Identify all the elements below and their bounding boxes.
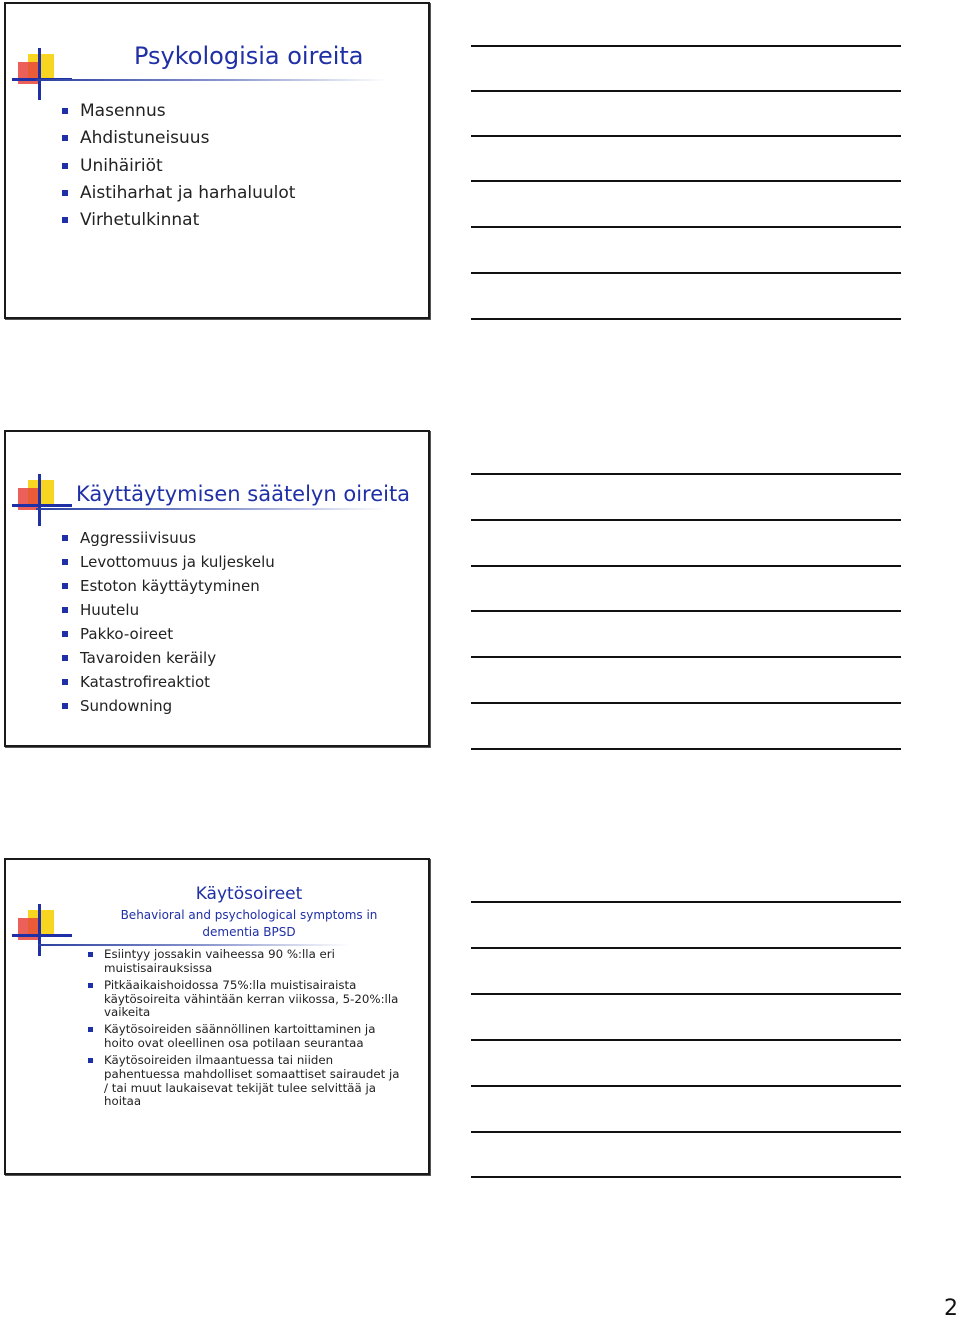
list-item: Aggressiivisuus — [62, 526, 275, 550]
list-item: Esiintyy jossakin vaiheessa 90 %:lla eri muistisairauksissa — [88, 948, 406, 975]
bullet-square-icon — [62, 535, 68, 541]
bullet-square-icon — [88, 983, 93, 988]
note-line — [471, 901, 901, 903]
list-item: Tavaroiden keräily — [62, 646, 275, 670]
note-line — [471, 226, 901, 228]
slide-subtitle: Behavioral and psychological symptoms in dementia BPSD — [120, 908, 378, 939]
bullet-square-icon — [62, 655, 68, 661]
page-number: 2 — [944, 1296, 958, 1321]
title-divider — [36, 508, 388, 510]
note-line — [471, 519, 901, 521]
slide-logo-icon — [12, 904, 72, 964]
list-item: Käytösoireiden säännöllinen kartoittaminen ja hoito ovat oleellinen osa potilaan seurantaa — [88, 1023, 406, 1050]
note-line — [471, 1085, 901, 1087]
bullet-list — [88, 948, 406, 1112]
note-line — [471, 565, 901, 567]
slide-1 — [4, 2, 430, 319]
bullet-square-icon — [62, 703, 68, 709]
bullet-list — [62, 526, 275, 718]
note-line — [471, 1131, 901, 1133]
list-item: Masennus — [62, 98, 295, 125]
bullet-square-icon — [62, 679, 68, 685]
bullet-square-icon — [88, 1027, 93, 1032]
list-item: Pitkäaikaishoidossa 75%:lla muistisairaista käytösoireita vähintään kerran viikossa, 5-20%:lla vaikeita — [88, 979, 406, 1020]
list-item: Virhetulkinnat — [62, 207, 295, 234]
title-divider — [38, 944, 350, 946]
list-item: Levottomuus ja kuljeskelu — [62, 550, 275, 574]
list-item: Pakko-oireet — [62, 622, 275, 646]
note-line — [471, 45, 901, 47]
bullet-square-icon — [62, 583, 68, 589]
slide-title: Psykologisia oireita — [134, 42, 364, 70]
bullet-square-icon — [62, 607, 68, 613]
bullet-square-icon — [62, 559, 68, 565]
bullet-square-icon — [62, 135, 68, 141]
note-line — [471, 473, 901, 475]
note-line — [471, 610, 901, 612]
bullet-square-icon — [62, 163, 68, 169]
bullet-square-icon — [62, 190, 68, 196]
note-line — [471, 318, 901, 320]
slide-logo-icon — [12, 474, 72, 534]
note-line — [471, 180, 901, 182]
list-item: Estoton käyttäytyminen — [62, 574, 275, 598]
note-line — [471, 993, 901, 995]
slide-2 — [4, 430, 430, 747]
list-item: Sundowning — [62, 694, 275, 718]
list-item: Unihäiriöt — [62, 153, 295, 180]
list-item: Huutelu — [62, 598, 275, 622]
bullet-square-icon — [62, 217, 68, 223]
note-line — [471, 702, 901, 704]
note-line — [471, 1039, 901, 1041]
note-line — [471, 272, 901, 274]
bullet-square-icon — [62, 631, 68, 637]
list-item: Käytösoireiden ilmaantuessa tai niiden pahentuessa mahdolliset somaattiset sairaudet ja / tai muut laukaisevat tekijät tulee selvittää ja hoitaa — [88, 1054, 406, 1109]
list-item: Katastrofireaktiot — [62, 670, 275, 694]
list-item: Aistiharhat ja harhaluulot — [62, 180, 295, 207]
title-divider — [36, 79, 388, 81]
slide-3 — [4, 858, 430, 1175]
slide-title: Käytösoireet — [195, 884, 303, 904]
note-line — [471, 1176, 901, 1178]
note-line — [471, 748, 901, 750]
bullet-square-icon — [88, 952, 93, 957]
slide-title: Käyttäytymisen säätelyn oireita — [76, 482, 411, 506]
bullet-square-icon — [62, 108, 68, 114]
bullet-list — [62, 98, 295, 234]
note-line — [471, 947, 901, 949]
note-line — [471, 90, 901, 92]
bullet-square-icon — [88, 1058, 93, 1063]
list-item: Ahdistuneisuus — [62, 125, 295, 152]
note-line — [471, 135, 901, 137]
note-line — [471, 656, 901, 658]
